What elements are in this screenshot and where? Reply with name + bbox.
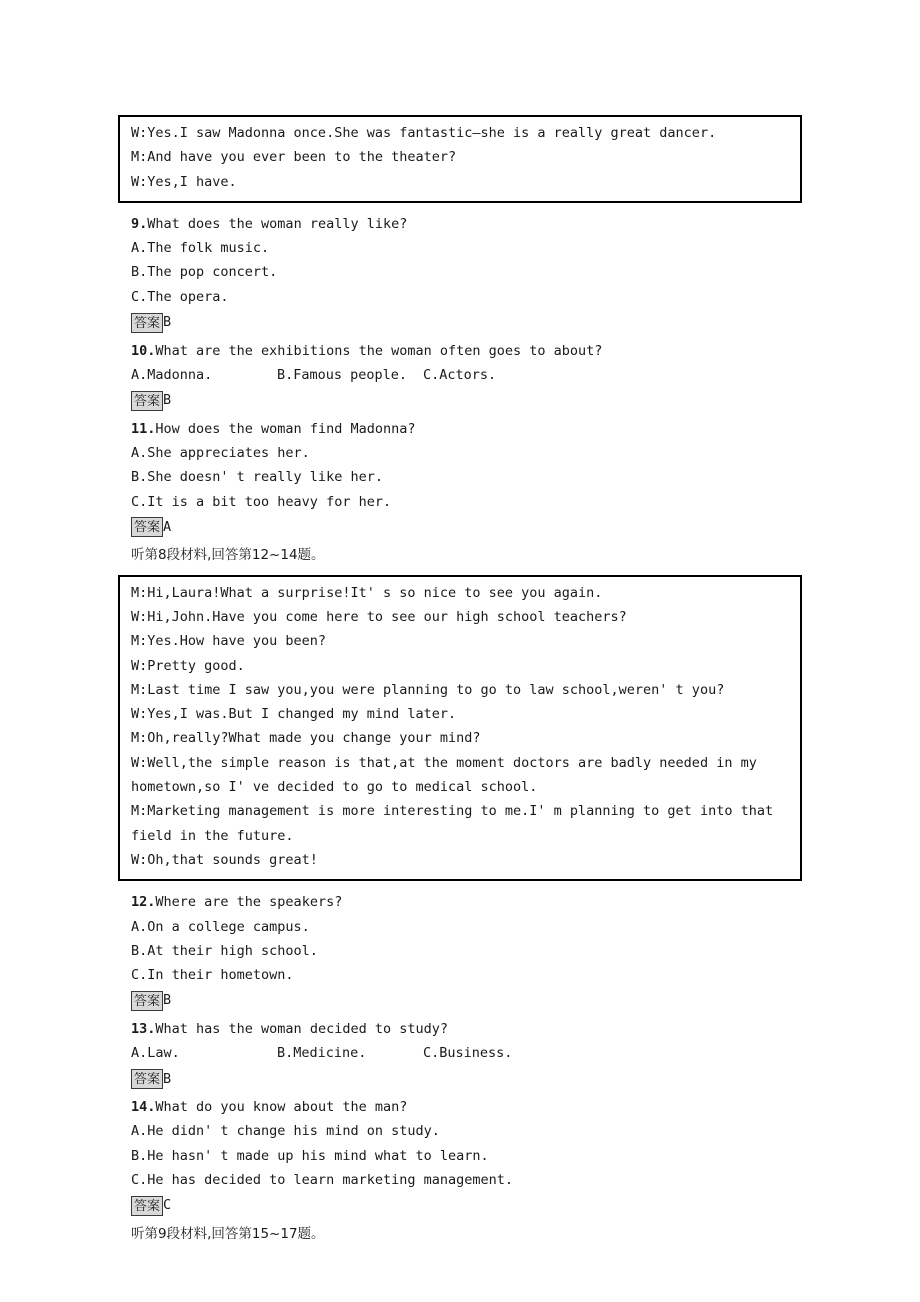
option: A.He didn' t change his mind on study.	[131, 1123, 440, 1140]
answer-letter: C	[163, 1197, 172, 1214]
option: A.She appreciates her.	[131, 444, 310, 461]
question-12	[118, 890, 802, 1013]
dialog-line: W:Well,the simple reason is that,at the moment doctors are badly needed in my hometown,so I' ve decided to go to medical school.	[131, 754, 765, 796]
answer-line	[131, 1068, 802, 1092]
options-row	[131, 1041, 802, 1065]
question-line	[131, 212, 802, 236]
option: C.It is a bit too heavy for her.	[131, 493, 392, 510]
option: C.In their hometown.	[131, 967, 294, 984]
dialog-line: M:And have you ever been to the theater?	[131, 149, 457, 166]
answer-badge: 答案	[131, 1196, 163, 1216]
question-number: 14.	[131, 1099, 156, 1115]
answer-line	[131, 1194, 802, 1218]
dialog-line: W:Yes.I saw Madonna once.She was fantastic—she is a really great dancer.	[131, 125, 717, 141]
dialog-line: W:Pretty good.	[131, 657, 245, 674]
question-number: 11.	[131, 420, 156, 437]
answer-badge: 答案	[131, 991, 163, 1011]
answer-line	[131, 311, 802, 335]
question-line	[131, 1095, 802, 1119]
answer-letter: B	[163, 314, 172, 331]
dialog-line: W:Hi,John.Have you come here to see our high school teachers?	[131, 608, 627, 625]
option: B.The pop concert.	[131, 264, 278, 281]
question-text: Where are the speakers?	[155, 894, 343, 911]
dialog-line: W:Yes,I was.But I changed my mind later.	[131, 706, 457, 723]
dialog-line: W:Oh,that sounds great!	[131, 851, 318, 868]
option: A.On a college campus.	[131, 918, 310, 935]
question-line	[131, 339, 802, 363]
question-number: 12.	[131, 894, 156, 911]
answer-line	[131, 989, 802, 1013]
dialog-transcript-box-2	[118, 575, 802, 882]
question-text: What does the woman really like?	[147, 215, 408, 232]
dialog-transcript-box-1	[118, 115, 802, 203]
question-line	[131, 1017, 802, 1041]
option: B.He hasn' t made up his mind what to learn.	[131, 1147, 489, 1164]
question-10	[118, 339, 802, 413]
answer-badge: 答案	[131, 391, 163, 411]
option: B.She doesn' t really like her.	[131, 469, 383, 486]
answer-letter: B	[163, 392, 172, 409]
option: A.Madonna.	[131, 366, 213, 383]
answer-badge: 答案	[131, 313, 163, 333]
answer-letter: B	[163, 992, 172, 1009]
question-number: 13.	[131, 1020, 156, 1037]
dialog-line: M:Oh,really?What made you change your mind?	[131, 730, 481, 747]
question-text: What has the woman decided to study?	[155, 1020, 448, 1037]
section-note-material-9: 听第9段材料,回答第15~17题。	[131, 1225, 325, 1242]
section-note-material-8: 听第8段材料,回答第12~14题。	[131, 547, 325, 564]
question-line	[131, 417, 802, 441]
dialog-line: M:Hi,Laura!What a surprise!It' s so nice to see you again.	[131, 584, 603, 601]
question-text: What do you know about the man?	[155, 1099, 408, 1115]
answer-line	[131, 389, 802, 413]
dialog-line: W:Yes,I have.	[131, 173, 237, 190]
option: A.Law.	[131, 1045, 180, 1062]
document-body	[118, 115, 802, 1253]
answer-letter: B	[163, 1070, 172, 1087]
option: C.Business.	[423, 1045, 513, 1062]
option: C.Actors.	[423, 366, 497, 383]
answer-badge: 答案	[131, 1069, 163, 1089]
question-number: 10.	[131, 342, 156, 359]
question-11	[118, 417, 802, 540]
option: B.Medicine.	[277, 1045, 367, 1062]
question-9	[118, 212, 802, 335]
question-text: What are the exhibitions the woman often goes to about?	[155, 342, 603, 359]
answer-badge: 答案	[131, 517, 163, 537]
options-row	[131, 363, 802, 387]
option: B.Famous people.	[277, 366, 408, 383]
question-line	[131, 890, 802, 914]
dialog-line: M:Marketing management is more interesting to me.I' m planning to get into that field in the future.	[131, 803, 782, 844]
question-14	[118, 1095, 802, 1218]
option: C.The opera.	[131, 288, 229, 305]
option: C.He has decided to learn marketing management.	[131, 1171, 514, 1188]
option: B.At their high school.	[131, 942, 318, 959]
dialog-line: M:Last time I saw you,you were planning to go to law school,weren' t you?	[131, 681, 725, 698]
dialog-line: M:Yes.How have you been?	[131, 633, 327, 650]
answer-line	[131, 516, 802, 540]
question-text: How does the woman find Madonna?	[155, 420, 416, 437]
question-number: 9.	[131, 215, 148, 232]
question-13	[118, 1017, 802, 1091]
option: A.The folk music.	[131, 240, 270, 257]
answer-letter: A	[163, 518, 172, 535]
